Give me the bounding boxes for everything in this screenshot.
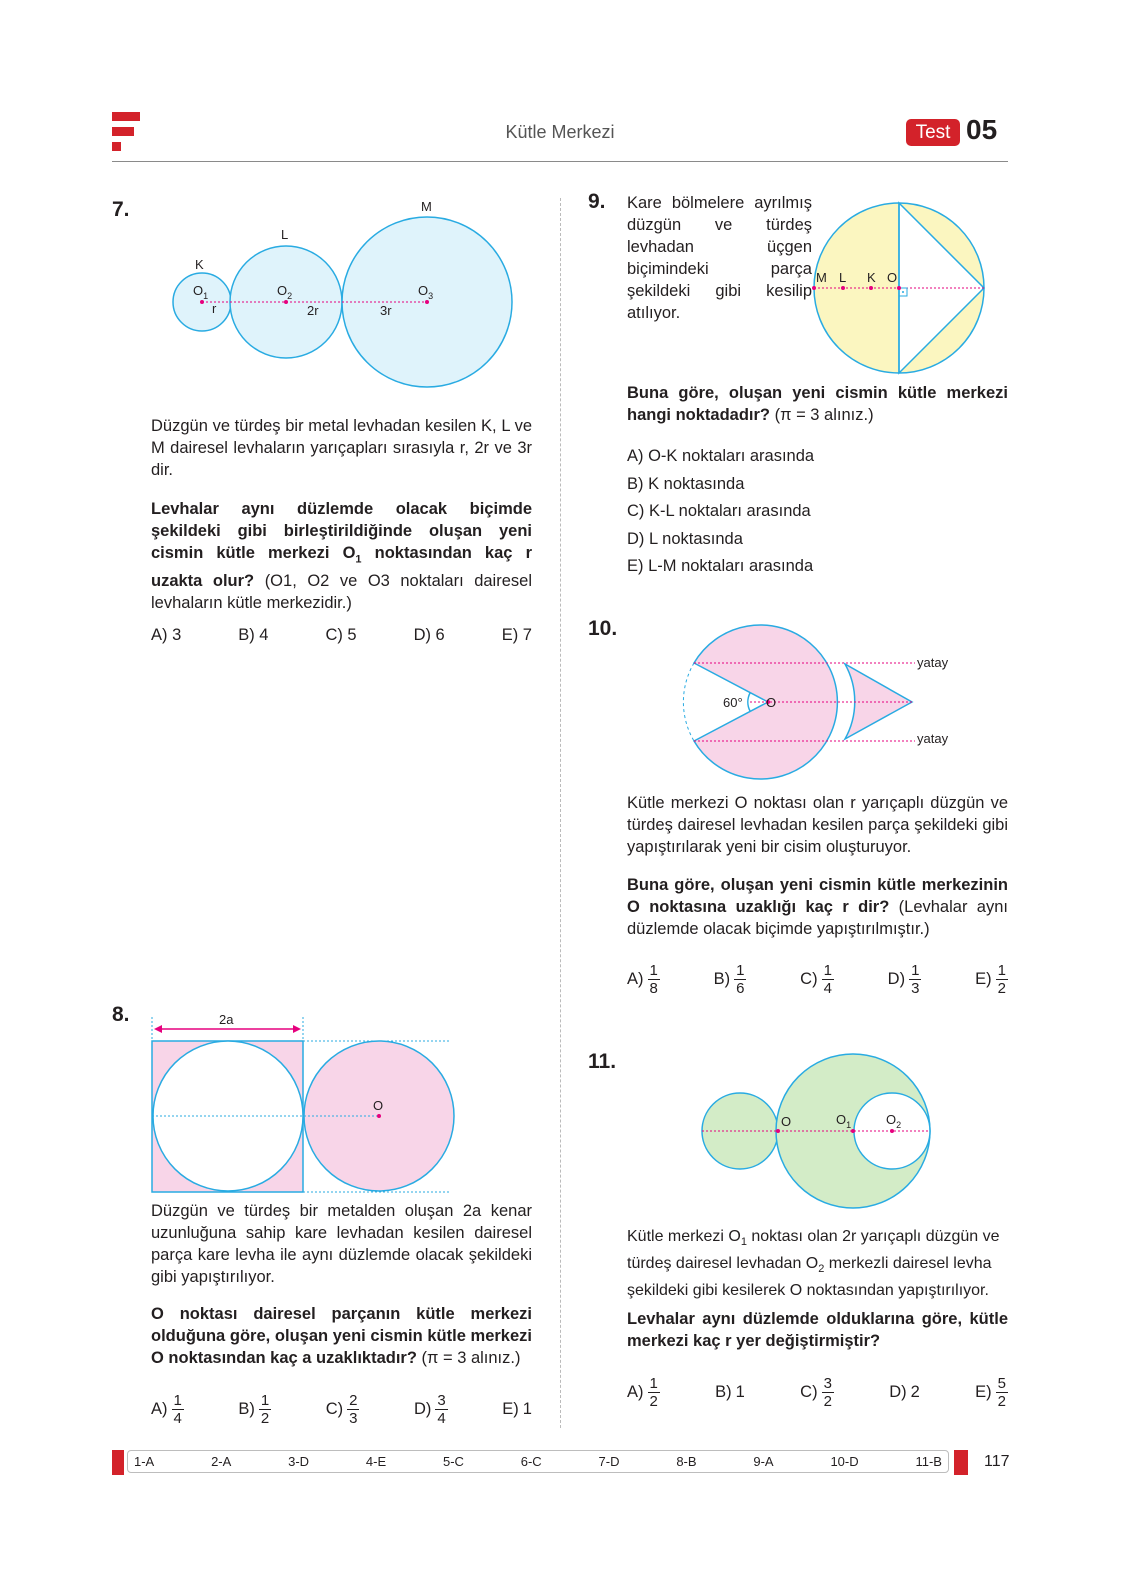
question-11-number: 11. [588, 1050, 617, 1073]
answer-key-item: 1-A [134, 1454, 155, 1469]
q11-option-d[interactable]: D) 2 [889, 1383, 920, 1401]
q11-option-e[interactable]: E) $\frac{5}{2}$ [975, 1375, 1006, 1410]
q9-text: Kare bölmelere ayrılmış düzgün ve türdeş levhadan üçgen biçimindeki parça şekildeki gibi kesilip atılıyor. [627, 194, 812, 322]
q7-option-d[interactable]: D) 6 [413, 626, 445, 644]
svg-text:L: L [839, 270, 847, 285]
svg-text:M: M [816, 270, 827, 285]
q10-question: Buna göre, oluşan yeni cismin kütle merkezinin O noktasına uzaklığı kaç r dir? (Levhalar aynı düzlemde olacak biçimde yapıştırılmıştır.) [627, 876, 1008, 938]
svg-text:3r: 3r [380, 303, 392, 318]
q8-text: Düzgün ve türdeş bir metalden oluşan 2a kenar uzunluğuna sahip kare levhadan kesilen dairesel parça kare levha ile aynı düzlemde olacak şekildeki gibi yapıştırılıyor. [151, 1202, 532, 1286]
answer-key-bar [127, 1450, 949, 1473]
q9-options [627, 443, 814, 581]
q9-option-c[interactable]: C) K-L noktaları arasında [627, 502, 811, 520]
answer-key-item: 5-C [442, 1454, 464, 1469]
q7-option-c[interactable]: C) 5 [325, 626, 357, 644]
svg-text:O: O [781, 1114, 792, 1129]
svg-text:yatay: yatay [917, 655, 949, 670]
svg-text:M: M [421, 199, 432, 214]
test-badge: Test [906, 119, 960, 146]
q8-option-d[interactable]: D) $\frac{3}{4}$ [414, 1392, 446, 1427]
q8-option-a[interactable]: A) $\frac{1}{4}$ [151, 1392, 182, 1427]
q10-option-d[interactable]: D) $\frac{1}{3}$ [887, 962, 920, 997]
svg-text:O2: $O_2$ [277, 283, 293, 301]
publisher-logo [112, 112, 142, 152]
svg-text:K: K [867, 270, 876, 285]
q10-option-e[interactable]: E) $\frac{1}{2}$ [975, 962, 1006, 997]
answer-key-item: 3-D [288, 1454, 310, 1469]
answer-key-left-marker [112, 1450, 124, 1475]
q8-options [151, 1392, 532, 1427]
page-title: Kütle Merkezi [505, 122, 615, 142]
q11-option-a[interactable]: A) $\frac{1}{2}$ [627, 1375, 658, 1410]
q9-option-a[interactable]: A) O-K noktaları arasında [627, 447, 815, 465]
q7-option-a[interactable]: A) 3 [151, 626, 182, 644]
answer-key-item: 2-A [211, 1454, 232, 1469]
column-divider [560, 198, 561, 1428]
svg-text:yatay: yatay [917, 731, 949, 746]
q11-text: Kütle merkezi $O_1$ noktası olan 2r yarıçaplı düzgün ve türdeş dairesel levhadan $O_2$ merkezli dairesel levha şekildeki gibi kesilerek O noktasından yapıştırılıyor. [627, 1228, 1000, 1300]
question-9-number: 9. [588, 190, 606, 213]
answer-key-item: 11-B [915, 1454, 942, 1469]
q8-question: O noktası dairesel parçanın kütle merkezi olduğuna göre, oluşan yeni cismin kütle merkezi O noktasından kaç a uzaklıktadır? (π = 3 alınız.) [151, 1305, 532, 1367]
svg-text:2a: 2a [219, 1012, 234, 1027]
q10-options [627, 962, 1008, 997]
q8-option-b[interactable]: B) $\frac{1}{2}$ [238, 1392, 270, 1427]
q11-question: Levhalar aynı düzlemde olduklarına göre, kütle merkezi kaç r yer değiştirmiştir? [627, 1310, 1008, 1350]
q7-options [151, 626, 532, 645]
svg-text:K: K [195, 257, 204, 272]
question-8-number: 8. [112, 1003, 130, 1026]
svg-text:O2: $O_2$ [886, 1112, 902, 1130]
q10-option-c[interactable]: C) $\frac{1}{4}$ [800, 962, 832, 997]
q10-option-b[interactable]: B) $\frac{1}{6}$ [713, 962, 745, 997]
svg-text:60°: 60° [723, 695, 743, 710]
answer-key-item: 10-D [830, 1454, 859, 1469]
q10-option-a[interactable]: A) $\frac{1}{8}$ [627, 962, 658, 997]
question-7-number: 7. [112, 198, 130, 221]
q7-option-b[interactable]: B) 4 [238, 626, 269, 644]
svg-text:O: O [373, 1098, 384, 1113]
q11-figure [695, 1050, 945, 1215]
q9-figure [810, 200, 990, 380]
question-10-number: 10. [588, 617, 618, 640]
q7-figure [165, 195, 535, 395]
q8-figure [145, 1005, 455, 1200]
svg-text:L: L [281, 227, 289, 242]
q9-option-b[interactable]: B) K noktasında [627, 474, 745, 493]
svg-text:O: O [766, 695, 777, 710]
svg-text:O1: $O_1$ [193, 283, 209, 301]
answer-key-item: 9-A [753, 1454, 774, 1469]
svg-text:O3: $O_3$ [418, 283, 434, 301]
answer-key-item: 8-B [676, 1454, 697, 1469]
q8-option-e[interactable]: E) 1 [502, 1400, 532, 1418]
cut-arc [683, 663, 694, 741]
answer-key-item: 7-D [598, 1454, 620, 1469]
q7-option-e[interactable]: E) 7 [501, 626, 532, 644]
header-rule [112, 161, 1008, 162]
publisher-logo-icon [112, 112, 142, 152]
q7-text: Düzgün ve türdeş bir metal levhadan kesilen K, L ve M dairesel levhaların yarıçapları sırasıyla r, 2r ve 3r dir. [151, 417, 532, 479]
answer-key-item: 4-E [365, 1454, 387, 1469]
svg-text:O1: $O_1$ [836, 1112, 852, 1130]
q9-option-e[interactable]: E) L-M noktaları arasında [627, 557, 814, 575]
q10-figure [680, 620, 970, 785]
q11-option-c[interactable]: C) $\frac{3}{2}$ [800, 1375, 832, 1410]
q8-option-c[interactable]: C) $\frac{2}{3}$ [325, 1392, 358, 1427]
svg-text:O: O [887, 270, 898, 285]
q9-question: Buna göre, oluşan yeni cismin kütle merkezi hangi noktadadır? (π = 3 alınız.) [627, 384, 1008, 424]
answer-key-item: 6-C [520, 1454, 542, 1469]
test-number: 05 [966, 114, 998, 145]
page-number: 117 [984, 1453, 1010, 1470]
svg-text:2r: 2r [307, 303, 319, 318]
answer-key-right-marker [954, 1450, 968, 1475]
q11-options [627, 1375, 1008, 1410]
q11-option-b[interactable]: B) 1 [715, 1383, 745, 1401]
q10-text: Kütle merkezi O noktası olan r yarıçaplı düzgün ve türdeş dairesel levhadan kesilen parça şekildeki gibi yapıştırılarak yeni bir cisim oluşturuyor. [627, 794, 1008, 856]
svg-text:r: r [212, 301, 217, 316]
q7-question: Levhalar aynı düzlemde olacak biçimde şekildeki gibi birleştirildiğinde oluşan yeni cismin kütle merkezi $O_1$ noktasından kaç r uzakta olur? (O1, O2 ve O3 noktaları dairesel levhaların kütle merkezidir.) [151, 500, 532, 613]
q9-option-d[interactable]: D) L noktasında [627, 529, 743, 548]
